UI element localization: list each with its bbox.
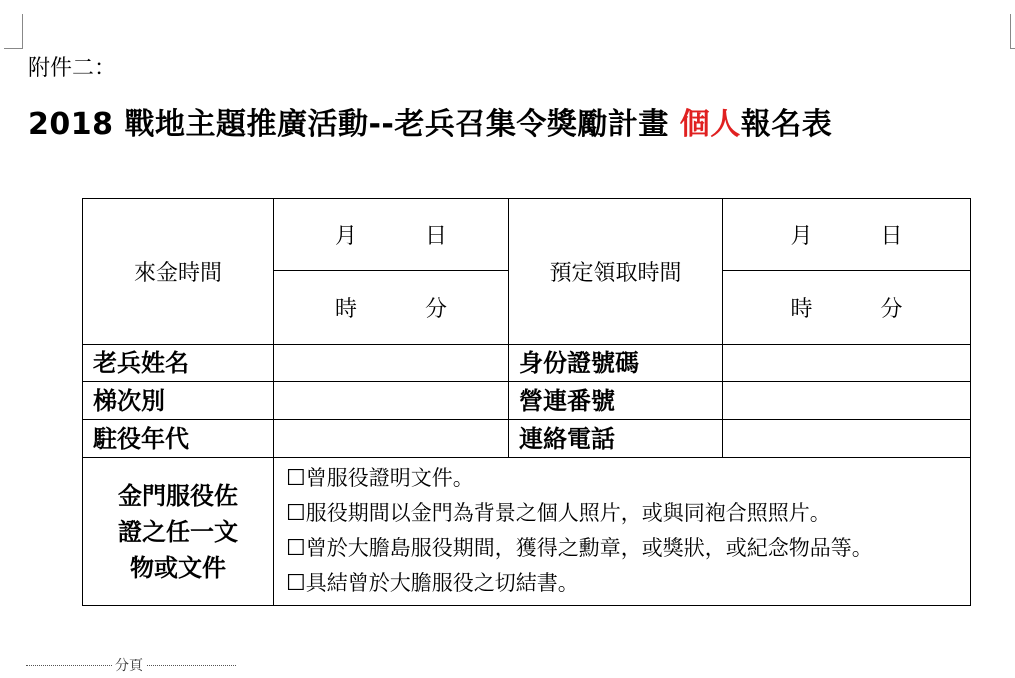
supporting-documents-label-line: 物或文件	[130, 553, 226, 582]
document-option-label: 曾服役證明文件。	[305, 465, 474, 490]
document-options-list	[274, 458, 971, 606]
arrival-month-unit: 月	[334, 224, 357, 249]
pickup-hour-unit: 時	[790, 297, 813, 322]
checkbox-icon[interactable]: ☐	[286, 465, 306, 491]
service-years-label: 駐役年代	[83, 420, 274, 458]
checkbox-icon[interactable]: ☐	[286, 500, 306, 526]
document-option-label: 具結曾於大膽服役之切結書。	[305, 570, 579, 595]
pickup-minute-unit: 分	[880, 297, 903, 322]
checkbox-icon[interactable]: ☐	[286, 535, 306, 561]
supporting-documents-label-line: 金門服役佐	[118, 481, 238, 510]
unit-number-label: 營連番號	[509, 382, 723, 420]
unit-number-field[interactable]	[723, 382, 971, 420]
veteran-name-field[interactable]	[274, 345, 509, 382]
document-option[interactable]	[286, 496, 970, 531]
veteran-name-label: 老兵姓名	[83, 345, 274, 382]
title-prefix: 2018 戰地主題推廣活動--老兵召集令獎勵計畫	[28, 107, 680, 142]
arrival-time-label-cell	[83, 199, 274, 345]
id-number-field[interactable]	[723, 345, 971, 382]
attachment-label: 附件二：	[28, 56, 117, 81]
arrival-minute-unit: 分	[424, 297, 447, 322]
supporting-documents-label-line: 證之任一文	[118, 517, 238, 546]
crop-mark-top-right	[1010, 14, 1015, 48]
document-option-label: 曾於大膽島服役期間，獲得之勳章，或獎狀，或紀念物品等。	[305, 535, 873, 560]
arrival-time-label: 來金時間	[133, 261, 222, 286]
batch-field[interactable]	[274, 382, 509, 420]
document-option[interactable]	[286, 531, 970, 566]
document-option-label: 服役期間以金門為背景之個人照片，或與同袍合照照片。	[305, 500, 831, 525]
checkbox-icon[interactable]: ☐	[286, 570, 306, 596]
arrival-time-field[interactable]	[274, 271, 509, 345]
registration-form-table	[82, 198, 971, 606]
page-break-marker	[26, 656, 236, 676]
pickup-date-field[interactable]	[723, 199, 971, 271]
arrival-hour-unit: 時	[334, 297, 357, 322]
pickup-time-label: 預定領取時間	[549, 261, 682, 286]
crop-mark-top-left	[4, 14, 22, 48]
document-title	[28, 104, 832, 146]
title-suffix: 報名表	[740, 107, 833, 142]
pickup-day-unit: 日	[880, 224, 903, 249]
service-years-field[interactable]	[274, 420, 509, 458]
document-option[interactable]	[286, 566, 970, 601]
pickup-month-unit: 月	[790, 224, 813, 249]
title-highlight: 個人	[679, 107, 741, 142]
arrival-day-unit: 日	[424, 224, 447, 249]
document-option[interactable]	[286, 461, 970, 496]
pickup-time-field[interactable]	[723, 271, 971, 345]
arrival-date-field[interactable]	[274, 199, 509, 271]
id-number-label: 身份證號碼	[509, 345, 723, 382]
pickup-time-label-cell	[509, 199, 723, 345]
phone-label: 連絡電話	[509, 420, 723, 458]
supporting-documents-label	[83, 458, 274, 606]
batch-label: 梯次別	[83, 382, 274, 420]
phone-field[interactable]	[723, 420, 971, 458]
page-break-label: 分頁	[112, 656, 146, 676]
